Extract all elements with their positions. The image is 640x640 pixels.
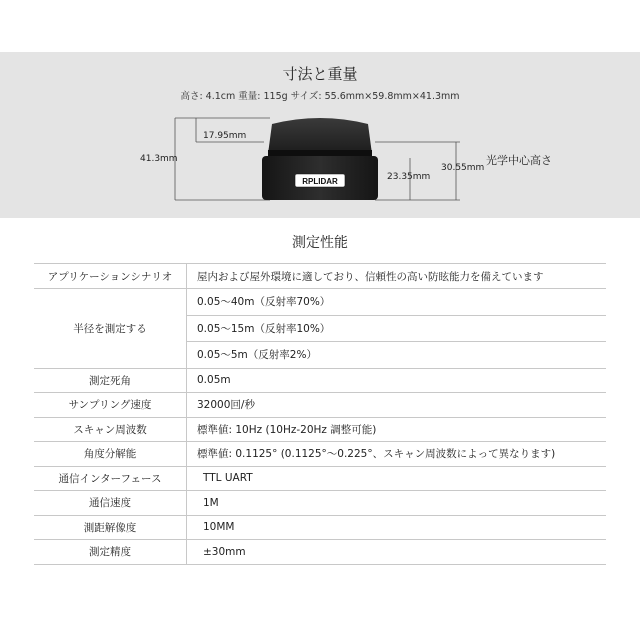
row-value: 0.05～15m（反射率10%）: [187, 315, 607, 342]
row-label: 測定死角: [34, 368, 187, 393]
row-value: 0.05m: [187, 368, 607, 393]
row-value: 標準値: 0.1125° (0.1125°～0.225°、スキャン周波数によって異なります): [187, 442, 607, 467]
dimensions-summary: 高さ: 4.1cm 重量: 115g サイズ: 55.6mm×59.8mm×41.3mm: [180, 91, 460, 102]
row-label: 通信速度: [34, 491, 187, 516]
row-label: 通信インターフェース: [34, 466, 187, 491]
row-label: 半径を測定する: [34, 289, 187, 369]
table-row: [34, 515, 606, 540]
row-label: 測距解像度: [34, 515, 187, 540]
table-row: [34, 393, 606, 418]
table-row: [34, 417, 606, 442]
table-row: [34, 540, 606, 565]
row-value: 10MM: [187, 515, 607, 540]
row-value: 0.05～5m（反射率2%）: [187, 342, 607, 369]
row-value: 0.05～40m（反射率70%）: [187, 289, 607, 316]
table-row: [34, 289, 606, 316]
table-row: [34, 368, 606, 393]
performance-title: 測定性能: [292, 235, 348, 251]
row-label: 角度分解能: [34, 442, 187, 467]
table-row: [34, 442, 606, 467]
table-row: [34, 264, 606, 289]
table-row: [34, 491, 606, 516]
label-top-height: 17.95mm: [203, 131, 247, 141]
label-total-height: 41.3mm: [140, 154, 178, 164]
row-label: スキャン周波数: [34, 417, 187, 442]
table-row: [34, 466, 606, 491]
device-top-cap: [268, 118, 372, 154]
row-value: ±30mm: [187, 540, 607, 565]
performance-table: [34, 263, 606, 565]
row-value: 標準値: 10Hz (10Hz-20Hz 調整可能): [187, 417, 607, 442]
row-value: TTL UART: [187, 466, 607, 491]
row-label: アプリケーションシナリオ: [34, 264, 187, 289]
row-label: サンプリング速度: [34, 393, 187, 418]
label-optical-center: 光学中心高さ: [486, 154, 552, 167]
row-value: 1M: [187, 491, 607, 516]
row-value: 屋内および屋外環境に適しており、信頼性の高い防眩能力を備えています: [187, 264, 607, 289]
row-label: 測定精度: [34, 540, 187, 565]
device-label: RPLIDAR: [302, 177, 338, 186]
row-value: 32000回/秒: [187, 393, 607, 418]
label-base-height: 23.35mm: [387, 172, 431, 182]
device-window: [268, 150, 372, 156]
dimensions-title: 寸法と重量: [282, 65, 358, 83]
label-optical-height: 30.55mm: [441, 163, 485, 173]
